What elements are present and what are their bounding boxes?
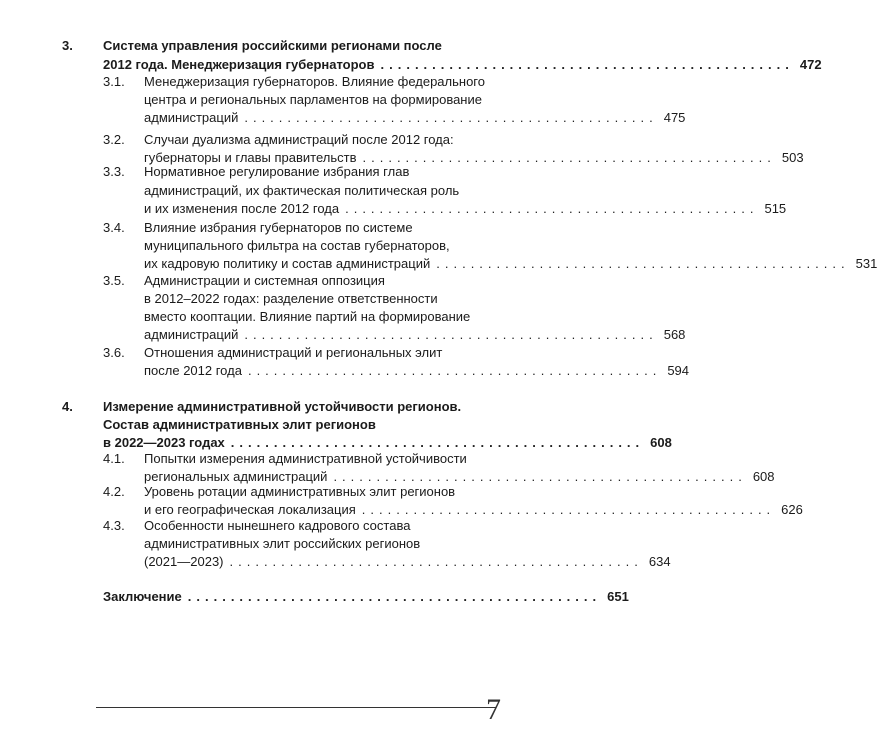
chapter-title-line: в 2022—2023 годах ................................................ 608	[103, 435, 672, 450]
leader-dots: ................................................	[436, 256, 850, 271]
leader-dots: ................................................	[244, 327, 658, 342]
page-number: 472	[799, 57, 822, 72]
chapter-title-line: Состав административных элит регионов	[103, 417, 376, 432]
section-number: 3.2.	[103, 132, 125, 147]
page-number: 608	[752, 469, 775, 484]
toc-conclusion	[103, 588, 629, 606]
section-number: 4.1.	[103, 451, 125, 466]
leader-dots: ................................................	[230, 435, 645, 450]
page-number: 634	[648, 554, 671, 569]
section-number: 4.3.	[103, 518, 125, 533]
page-number: 651	[607, 589, 629, 604]
folio-page-number: 7	[486, 693, 501, 726]
leader-dots: ................................................	[247, 363, 662, 378]
leader-dots: ................................................	[345, 201, 759, 216]
chapter-title-line: 2012 года. Менеджеризация губернаторов ................................................ 472	[103, 57, 822, 72]
conclusion-label: Заключение	[103, 589, 182, 604]
leader-dots: ................................................	[333, 469, 747, 484]
section-number: 3.4.	[103, 220, 125, 235]
section-number: 4.2.	[103, 484, 125, 499]
page-number: 531	[855, 256, 877, 271]
leader-dots: ................................................	[380, 57, 794, 72]
leader-dots: ................................................	[361, 502, 776, 517]
toc-page: 3. Система управления российскими регионами после 2012 года. Менеджеризация губернаторов ................................................ 472 3.1. Менеджеризация губернаторов. Влияние федерального центра и региональных парламентов на формирование администраций ................................................ 475 3.2. Случаи дуализма администраций после 2012 года: губернаторы и главы правительств ................................................ 503 3.3. Нормативное регулирование избрания глав администраций, их фактическая политическая роль и их изменения после 2012 года ................................................ 515 3.4. Влияние избрания губернаторов по системе муниципального фильтра на состав губернаторов, их кадровую политику и состав администраций ................................................ 531 3.5. Администрации и системная оппозиция в 2012–2022 годах: разделение ответственности вместо кооптации. Влияние партий на формирование администраций ................................................ 568 3.6. Отношения администраций и региональных элит после 2012 года ................................................ 594 4. Измерение административной устойчивости регионов. Состав административных элит регионов в 2022—2023 годах ................................................ 608 4.1. Попытки измерения административной устойчивости региональных администраций ................................................ 608 4.2. Уровень ротации административных элит регионов и его географическая локализация ................................................ 626 4.3. Особенности нынешнего кадрового состава административных элит российских регионов (2021—2023) ................................................ 634 Заключение ................................................ 651 7	[62, 38, 877, 726]
footer-rule	[96, 707, 496, 708]
page-number: 475	[663, 110, 686, 125]
page-number: 503	[781, 150, 804, 165]
chapter-number: 3.	[62, 38, 73, 53]
section-number: 3.5.	[103, 273, 125, 288]
section-number: 3.1.	[103, 74, 125, 89]
leader-dots: ................................................	[229, 554, 643, 569]
page-number: 608	[650, 435, 672, 450]
leader-dots: ................................................	[187, 589, 602, 604]
section-number: 3.6.	[103, 345, 125, 360]
leader-dots: ................................................	[244, 110, 658, 125]
page-number: 515	[764, 201, 787, 216]
chapter-title-line: Измерение административной устойчивости регионов.	[103, 399, 462, 414]
page-number: 568	[663, 327, 686, 342]
chapter-title-line: Система управления российскими регионами после	[103, 38, 442, 53]
page-number: 594	[667, 363, 690, 378]
chapter-number: 4.	[62, 399, 73, 414]
leader-dots: ................................................	[362, 150, 776, 165]
section-number: 3.3.	[103, 164, 125, 179]
page-number: 626	[781, 502, 803, 517]
